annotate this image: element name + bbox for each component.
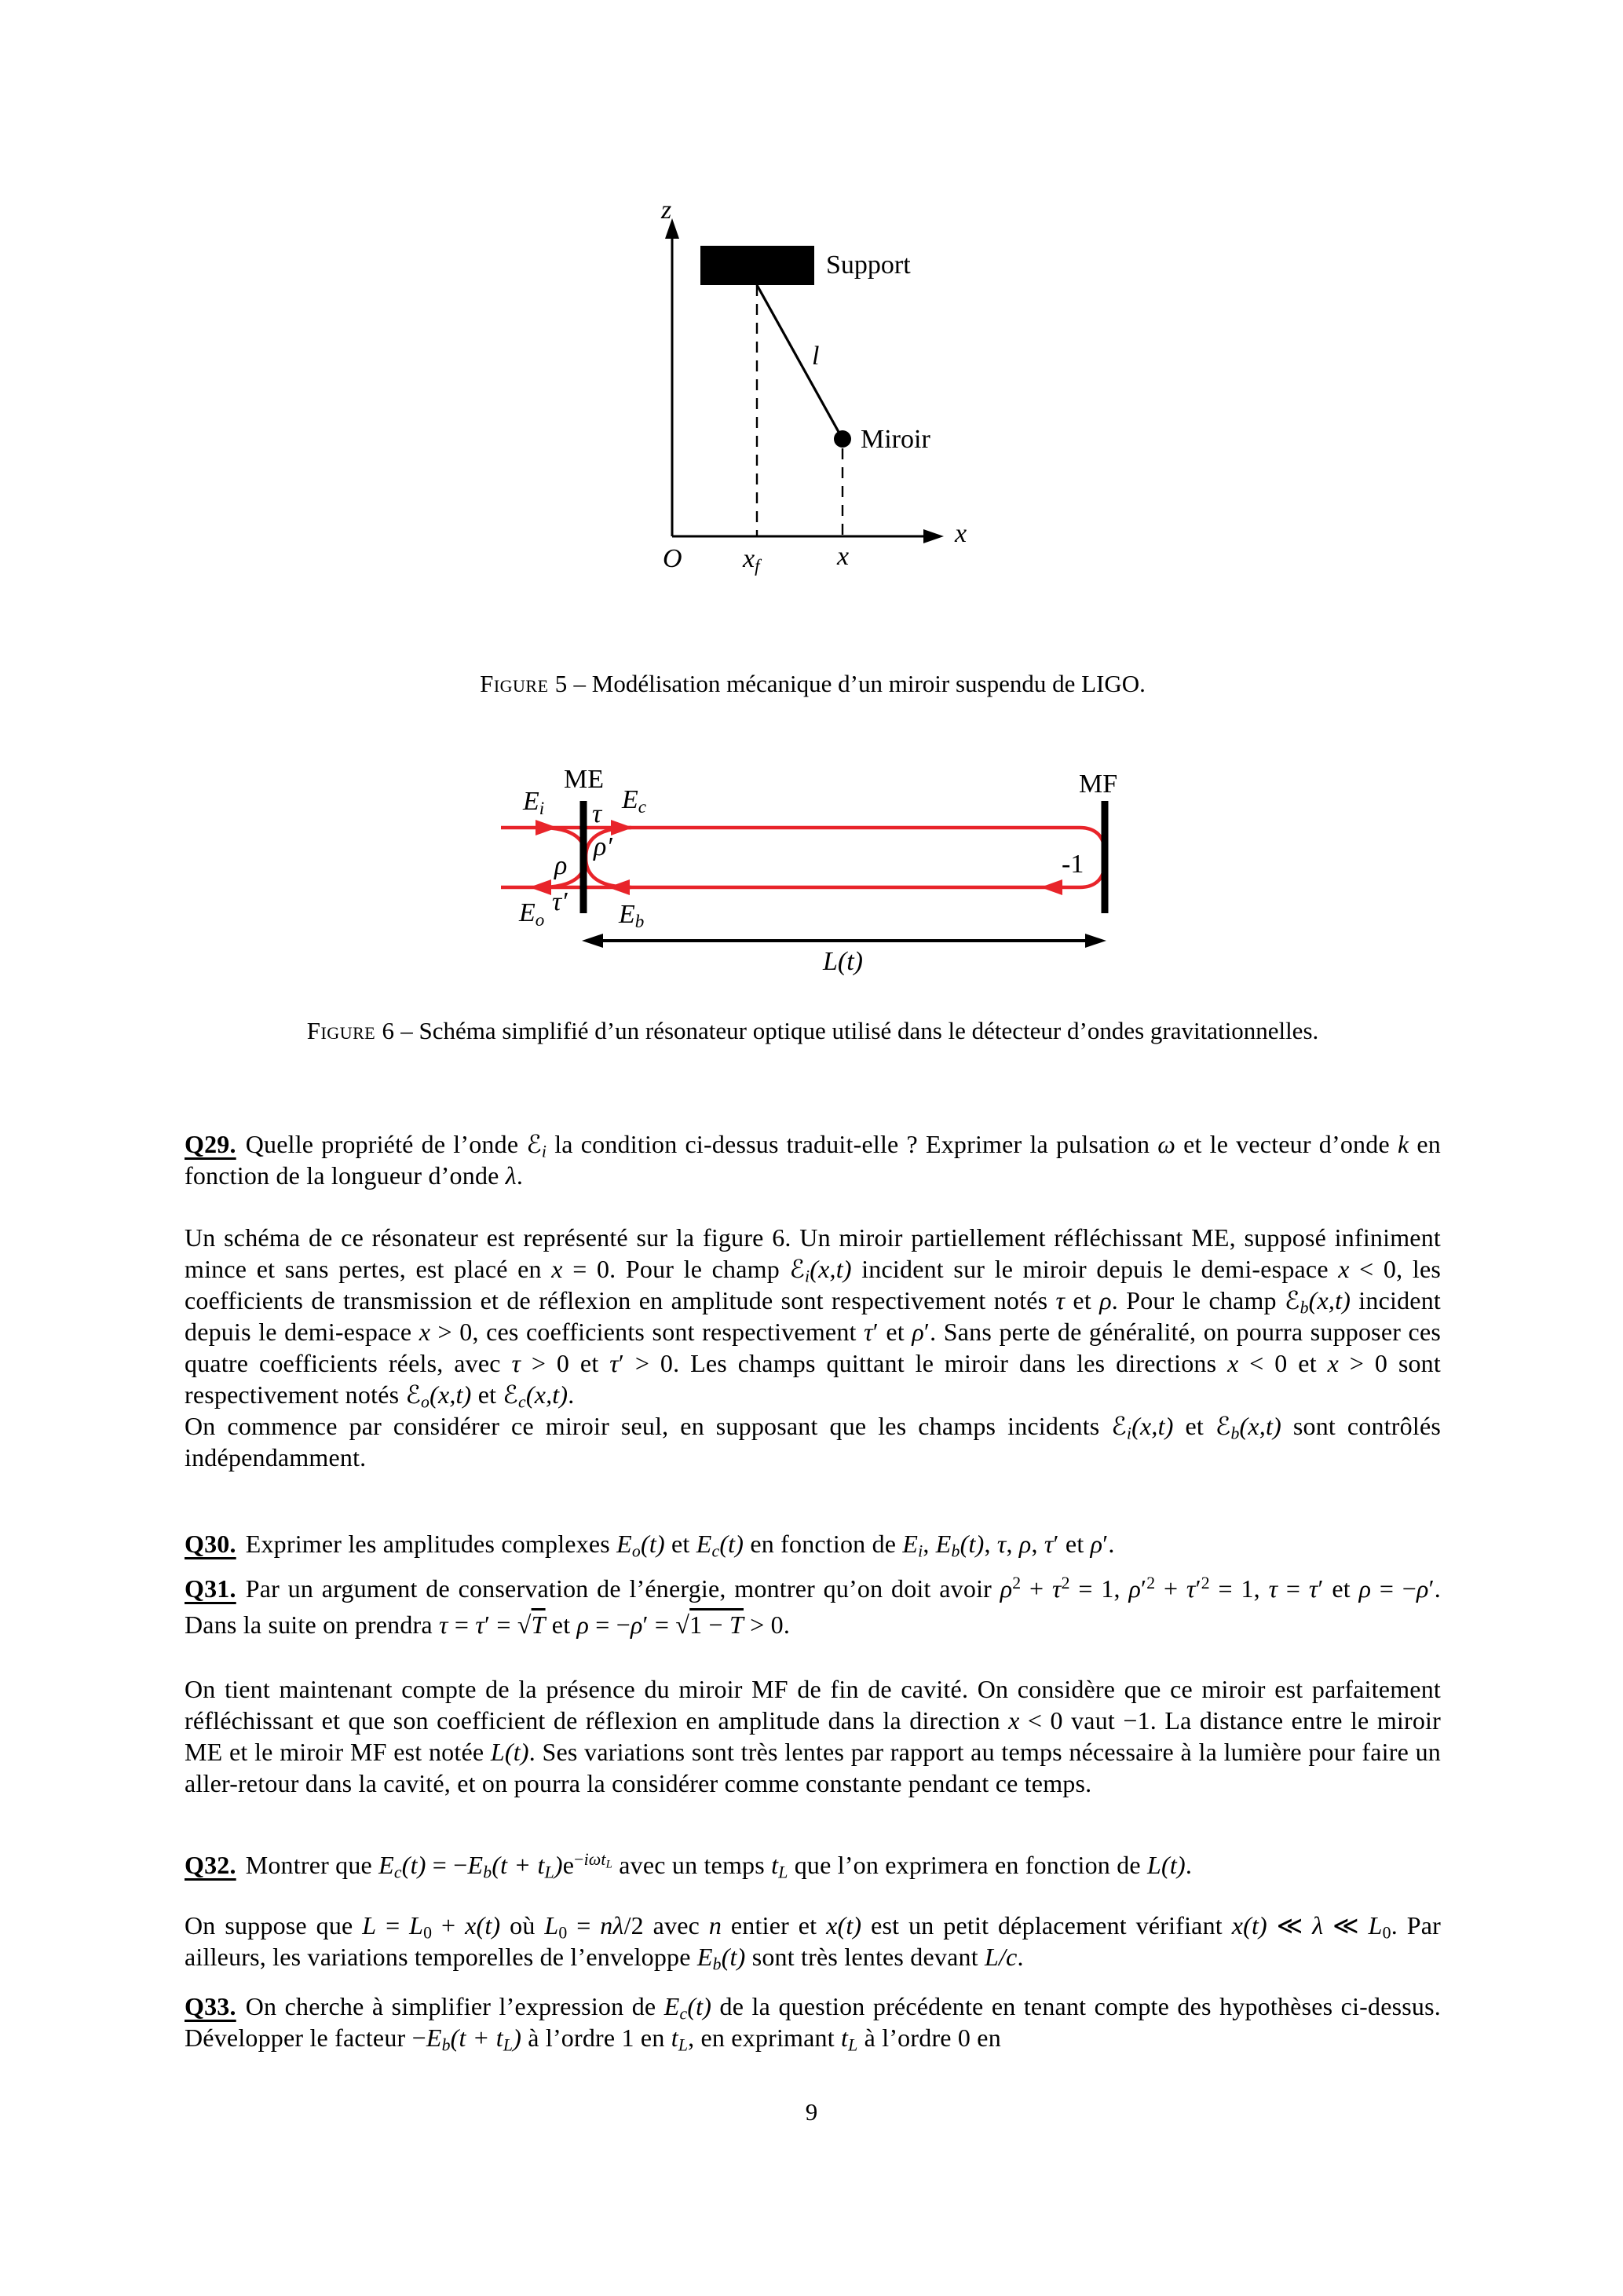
question-q31-label: Q31. bbox=[185, 1574, 236, 1603]
field-ei-label: $E_i$ bbox=[523, 787, 545, 819]
figure6-diagram bbox=[495, 764, 1135, 996]
support-label: Support bbox=[826, 250, 911, 280]
paragraph-mf-mirror: On tient maintenant compte de la présence du miroir MF de fin de cavité. On considère que ce miroir est parfaitement réfléchissant et que son coefficient de réflexion en amplitude dans la direction x < 0 vaut −1. La distance entre le miroir ME et le miroir MF est notée L(t). Ses variations sont très lentes par rapport au temps nécessaire à la lumière pour faire un aller-retour dans la cavité, et on pourra la considérer comme constante pendant ce temps. bbox=[185, 1675, 1442, 1797]
figure6-caption bbox=[185, 1016, 1441, 1046]
beam-arrowhead bbox=[1040, 879, 1062, 895]
question-q32-label: Q32. bbox=[185, 1851, 236, 1879]
figure5-drawing bbox=[658, 187, 980, 583]
tau-label: τ bbox=[592, 799, 602, 828]
cavity-length-arrowhead bbox=[582, 934, 603, 948]
xf-label: $x_f$ bbox=[743, 544, 760, 576]
question-q31-body: Par un argument de conservation de l’énergie, montrer qu’on doit avoir $\rho^2 + \tau^2 = 1$, $\rho'^2 + \tau'^2 = 1$, τ = τ′ et ρ = −ρ′. Dans la suite on prendra τ = τ′ = √T et ρ = −ρ′ = √1 − T > 0. bbox=[185, 1574, 1441, 1639]
question-q33-body: On cherche à simplifier l’expression de $E_c(t)$ de la question précédente en tenant compte des hypothèses ci-dessus. Développer le facteur $-E_b(t + t_L)$ à l’ordre 1 en $t_L$, en exprimant $t_L$ à l’ordre 0 en bbox=[185, 1992, 1441, 2055]
mirror-mf-label: MF bbox=[1079, 770, 1118, 799]
mirror-label: Miroir bbox=[861, 425, 930, 454]
question-q33-label: Q33. bbox=[185, 1992, 236, 2020]
paragraph-resonator-setup: Un schéma de ce résonateur est représenté sur la figure 6. Un miroir partiellement réfléchissant ME, supposé infiniment mince et sans pertes, est placé en x = 0. Pour le champ ℰ$_i$(x,t) incident sur le miroir depuis le demi-espace x < 0, les coefficients de transmission et de réflexion en amplitude sont respectivement notés τ et ρ. Pour le champ ℰ$_b$(x,t) incident depuis le demi-espace x > 0, ces coefficients sont respectivement τ′ et ρ′. Sans perte de généralité, on pourra supposer ces quatre coefficients réels, avec τ > 0 et τ′ > 0. Les champs quittant le miroir dans les directions x < 0 et x > 0 sont respectivement notés ℰ$_o$(x,t) et ℰ$_c$(x,t). On commence par considérer ce miroir seul, en supposant que les champs incidents ℰ$_i$(x,t) et ℰ$_b$(x,t) sont contrôlés indépendamment. bbox=[185, 1223, 1442, 1472]
mirror-dot bbox=[834, 430, 851, 448]
beam-arrowhead bbox=[529, 879, 551, 895]
x-axis-label: x bbox=[955, 519, 967, 548]
field-ec-label: $E_c$ bbox=[622, 785, 647, 817]
beam-arrowhead bbox=[608, 879, 630, 895]
question-q32-body: Montrer que $E_c(t) = -E_b(t + t_L)e^{-i\omega t_L}$ avec un temps $t_L$ que l’on exprimera en fonction de L(t). bbox=[245, 1850, 1193, 1882]
cavity-length-label: L(t) bbox=[823, 947, 863, 976]
cavity-length-arrowhead bbox=[1085, 934, 1106, 948]
figure5-caption bbox=[185, 669, 1441, 699]
mf-reflection-coefficient-label: -1 bbox=[1062, 850, 1084, 879]
rod-length-label: l bbox=[812, 342, 820, 371]
figure6-drawing bbox=[495, 764, 1135, 996]
figure6-caption-text: – Schéma simplifié d’un résonateur optique utilisé dans le détecteur d’ondes gravitationnelles. bbox=[400, 1017, 1319, 1044]
question-q29 bbox=[185, 1128, 1441, 1191]
page-number: 9 bbox=[805, 2098, 818, 2126]
question-q30 bbox=[185, 1528, 1441, 1559]
figure5-diagram bbox=[658, 187, 980, 583]
question-q30-label: Q30. bbox=[185, 1530, 236, 1558]
support-block bbox=[700, 246, 814, 285]
question-q31 bbox=[185, 1570, 1441, 1643]
field-eb-label: $E_b$ bbox=[619, 900, 645, 932]
beam-arrowhead bbox=[536, 820, 557, 835]
figure5-caption-label: Figure 5 bbox=[480, 670, 568, 697]
question-q30-body: Exprimer les amplitudes complexes $E_o(t)$ et $E_c(t)$ en fonction de $E_i$, $E_b(t)$, τ, ρ, τ′ et ρ′. bbox=[245, 1530, 1115, 1561]
z-axis-label: z bbox=[661, 196, 672, 225]
question-q29-body: Quelle propriété de l’onde ℰ$_i$ la condition ci-dessus traduit-elle ? Exprimer la pulsation ω et le vecteur d’onde k en fonction de la longueur d’onde λ. bbox=[185, 1129, 1442, 1190]
figure5-caption-text: – Modélisation mécanique d’un miroir suspendu de LIGO. bbox=[573, 670, 1146, 697]
mirror-me-label: ME bbox=[564, 765, 604, 794]
rho-prime-label: ρ′ bbox=[594, 832, 612, 861]
tau-prime-label: τ′ bbox=[552, 887, 568, 916]
rho-label: ρ bbox=[554, 851, 568, 880]
question-q33 bbox=[185, 1991, 1441, 2053]
question-q29-label: Q29. bbox=[185, 1130, 236, 1158]
beam-arrowhead bbox=[611, 820, 633, 835]
origin-label: O bbox=[663, 544, 682, 573]
question-q32 bbox=[185, 1849, 1441, 1881]
x-axis-arrowhead bbox=[923, 529, 944, 543]
paragraph-displacement-hypotheses: On suppose que $L = L_0 + x(t)$ où $L_0 = n\lambda/2$ avec n entier et x(t) est un petit déplacement vérifiant x(t) ≪ λ ≪ $L_0$. Par ailleurs, les variations temporelles de l’enveloppe $E_b(t)$ sont très lentes devant L/c. bbox=[185, 1911, 1441, 1974]
pendulum-rod bbox=[757, 285, 843, 439]
figure6-caption-label: Figure 6 bbox=[306, 1017, 395, 1044]
field-eo-label: $E_o$ bbox=[519, 898, 545, 930]
x-position-label: x bbox=[837, 542, 850, 571]
beam-path bbox=[501, 828, 1106, 887]
